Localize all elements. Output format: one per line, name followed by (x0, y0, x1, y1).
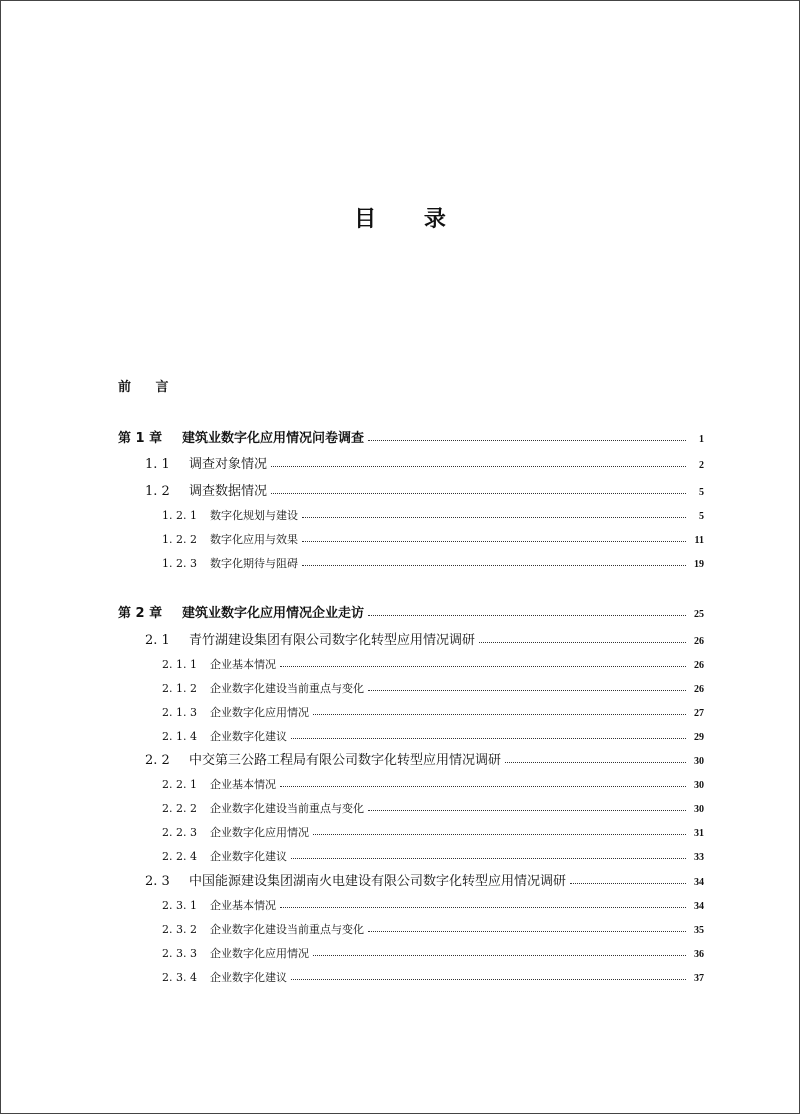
toc-entry-page: 5 (699, 487, 704, 498)
toc-entry-page: 33 (694, 852, 704, 863)
toc-entry-number: 2. 3. 3 (162, 947, 197, 960)
toc-entry-number: 1. 2 (145, 484, 170, 499)
toc-entry[interactable] (118, 604, 704, 624)
toc-entry-number: 2. 2. 4 (162, 850, 197, 863)
toc-entry-title: 企业数字化建设当前重点与变化 (210, 682, 364, 695)
toc-entry[interactable] (162, 775, 704, 795)
toc-entry[interactable] (162, 847, 704, 867)
dot-leader (280, 775, 686, 787)
dot-leader (368, 920, 686, 932)
toc-entry-page: 27 (694, 708, 704, 719)
toc-entry-title: 企业基本情况 (210, 778, 276, 791)
toc-entry-title: 调查数据情况 (189, 484, 268, 499)
toc-entry-page: 25 (694, 609, 704, 620)
toc-entry[interactable] (145, 751, 704, 771)
dot-leader (271, 455, 686, 467)
dot-leader (302, 506, 686, 518)
toc-entry-page: 30 (694, 756, 704, 767)
toc-entry-number: 第 2 章 (118, 606, 163, 621)
toc-entry-title: 中国能源建设集团湖南火电建设有限公司数字化转型应用情况调研 (189, 874, 567, 889)
toc-entry[interactable] (162, 679, 704, 699)
toc-entry[interactable] (162, 896, 704, 916)
toc-entry-number: 1. 2. 1 (162, 509, 197, 522)
toc-entry-page: 5 (699, 511, 704, 522)
toc-entry[interactable] (145, 455, 704, 475)
toc-entry[interactable] (145, 872, 704, 892)
dot-leader (313, 703, 686, 715)
dot-leader (368, 604, 686, 616)
dot-leader (291, 727, 686, 739)
toc-entry-title: 数字化规划与建设 (210, 509, 298, 522)
toc-entry-title: 企业基本情况 (210, 899, 276, 912)
toc-entry[interactable] (162, 944, 704, 964)
dot-leader (570, 872, 686, 884)
toc-entry[interactable] (162, 823, 704, 843)
dot-leader (479, 631, 686, 643)
toc-entry-title: 企业数字化建议 (210, 971, 287, 984)
toc-entry-number: 2. 2. 2 (162, 802, 197, 815)
toc-entry-page: 29 (694, 732, 704, 743)
toc-entry[interactable] (162, 506, 704, 526)
toc-entry[interactable] (162, 655, 704, 675)
toc-entry-title: 建筑业数字化应用情况企业走访 (182, 606, 365, 621)
toc-entry-number: 第 1 章 (118, 431, 163, 446)
toc-entry[interactable] (162, 799, 704, 819)
dot-leader (291, 847, 686, 859)
toc-entry-title: 企业数字化建议 (210, 850, 287, 863)
toc-entry-page: 2 (699, 460, 704, 471)
toc-entry-page: 19 (694, 559, 704, 570)
toc-entry-page: 35 (694, 925, 704, 936)
toc-entry[interactable] (145, 482, 704, 502)
toc-entry-page: 31 (694, 828, 704, 839)
dot-leader (280, 896, 686, 908)
toc-entry-number: 2. 3. 1 (162, 899, 197, 912)
toc-entry-page: 34 (694, 901, 704, 912)
toc-entry-page: 11 (694, 535, 704, 546)
toc-entry[interactable] (162, 968, 704, 988)
toc-entry-page: 30 (694, 804, 704, 815)
toc-entry-title: 调查对象情况 (189, 457, 268, 472)
toc-entry-title: 企业数字化建设当前重点与变化 (210, 923, 364, 936)
toc-entry-title: 中交第三公路工程局有限公司数字化转型应用情况调研 (189, 753, 502, 768)
dot-leader (368, 679, 686, 691)
toc-entry-title: 数字化应用与效果 (210, 533, 298, 546)
toc-entry-title: 企业数字化建议 (210, 730, 287, 743)
toc-entry-number: 2. 3. 2 (162, 923, 197, 936)
dot-leader (313, 944, 686, 956)
dot-leader (368, 429, 686, 441)
toc-entry-number: 2. 1. 2 (162, 682, 197, 695)
toc-entry[interactable] (162, 554, 704, 574)
dot-leader (505, 751, 686, 763)
toc-entry-title: 建筑业数字化应用情况问卷调查 (182, 431, 365, 446)
dot-leader (302, 530, 686, 542)
toc-entry[interactable] (162, 703, 704, 723)
toc-entry-page: 30 (694, 780, 704, 791)
toc-entry-number: 2. 2. 1 (162, 778, 197, 791)
toc-entry-number: 2. 1 (145, 633, 170, 648)
toc-entry-page: 37 (694, 973, 704, 984)
toc-entry-number: 2. 3. 4 (162, 971, 197, 984)
toc-entry-title: 企业基本情况 (210, 658, 276, 671)
toc-entry-page: 34 (694, 877, 704, 888)
dot-leader (291, 968, 686, 980)
toc-entry-number: 2. 3 (145, 874, 170, 889)
toc-entry-title: 数字化期待与阻碍 (210, 557, 298, 570)
toc-entry-number: 2. 2 (145, 753, 170, 768)
toc-entry-number: 2. 2. 3 (162, 826, 197, 839)
toc-entry-page: 26 (694, 660, 704, 671)
dot-leader (368, 799, 686, 811)
dot-leader (302, 554, 686, 566)
toc-entry-title: 企业数字化应用情况 (210, 706, 309, 719)
toc-entry-title: 青竹湖建设集团有限公司数字化转型应用情况调研 (189, 633, 476, 648)
toc-entry-number: 1. 1 (145, 457, 170, 472)
toc-entry-title: 企业数字化应用情况 (210, 947, 309, 960)
toc-entry-title: 企业数字化应用情况 (210, 826, 309, 839)
toc-entry[interactable] (145, 631, 704, 651)
toc-entry-number: 1. 2. 2 (162, 533, 197, 546)
toc-entry-number: 2. 1. 4 (162, 730, 197, 743)
toc-entry-page: 26 (694, 684, 704, 695)
toc-entry-page: 26 (694, 636, 704, 647)
dot-leader (313, 823, 686, 835)
dot-leader (271, 482, 686, 494)
toc-entry[interactable] (162, 727, 704, 747)
dot-leader (280, 655, 686, 667)
toc-entry[interactable] (162, 920, 704, 940)
toc-preface[interactable]: 前 言 (118, 380, 179, 395)
toc-entry-number: 2. 1. 1 (162, 658, 197, 671)
toc-entry-page: 1 (699, 434, 704, 445)
toc-entry[interactable] (162, 530, 704, 550)
toc-entry-number: 1. 2. 3 (162, 557, 197, 570)
toc-entry-number: 2. 1. 3 (162, 706, 197, 719)
page-title: 目 录 (354, 207, 466, 232)
toc-entry-title: 企业数字化建设当前重点与变化 (210, 802, 364, 815)
toc-entry[interactable] (118, 429, 704, 449)
toc-entry-page: 36 (694, 949, 704, 960)
